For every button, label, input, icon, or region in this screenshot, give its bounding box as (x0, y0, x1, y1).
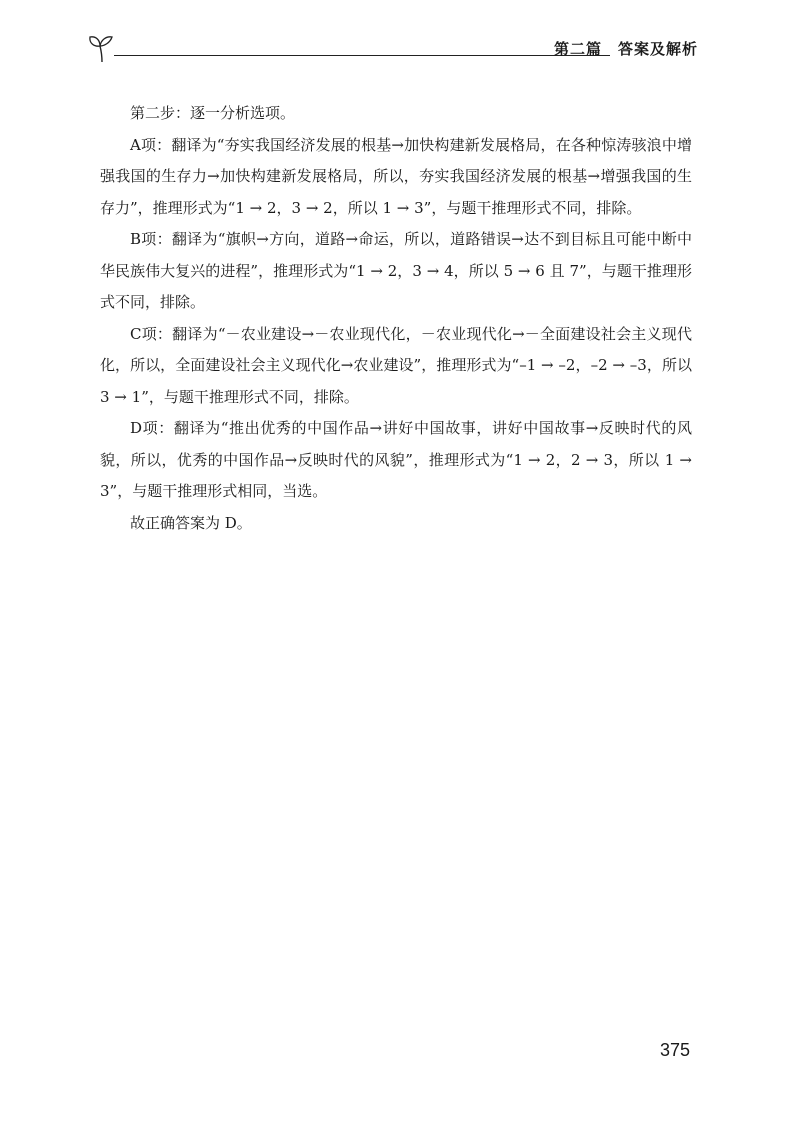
option-b-analysis: B项：翻译为“旗帜→方向，道路→命运，所以，道路错误→达不到目标且可能中断中华民族伟大复兴的进程”，推理形式为“1 → 2，3 → 4，所以 5 → 6 且 7”，与题干推理形式不同，排除。 (100, 230, 692, 311)
final-answer: 故正确答案为 D。 (130, 513, 252, 532)
answer-explanation (100, 98, 692, 539)
option-a-analysis: A项：翻译为“夯实我国经济发展的根基→加快构建新发展格局，在各种惊涛骇浪中增强我国的生存力→加快构建新发展格局，所以，夯实我国经济发展的根基→增强我国的生存力”，推理形式为“1 → 2，3 → 2，所以 1 → 3”，与题干推理形式不同，排除。 (100, 135, 692, 217)
header-rule (114, 55, 610, 56)
section-title: 第二篇 答案及解析 (553, 40, 698, 58)
sprout-icon (88, 32, 118, 64)
page-number: 375 (660, 1040, 691, 1060)
option-d-analysis: D项：翻译为“推出优秀的中国作品→讲好中国故事，讲好中国故事→反映时代的风貌，所以，优秀的中国作品→反映时代的风貌”，推理形式为“1 → 2，2 → 3，所以 1 → 3”，与题干推理形式相同，当选。 (100, 419, 692, 500)
page-header (88, 28, 700, 68)
option-c-analysis: C项：翻译为“－农业建设→－农业现代化，－农业现代化→－全面建设社会主义现代化，所以，全面建设社会主义现代化→农业建设”，推理形式为“–1 → –2，–2 → –3，所以 3 → 1”，与题干推理形式不同，排除。 (100, 324, 692, 406)
step-heading: 第二步：逐一分析选项。 (130, 104, 296, 122)
